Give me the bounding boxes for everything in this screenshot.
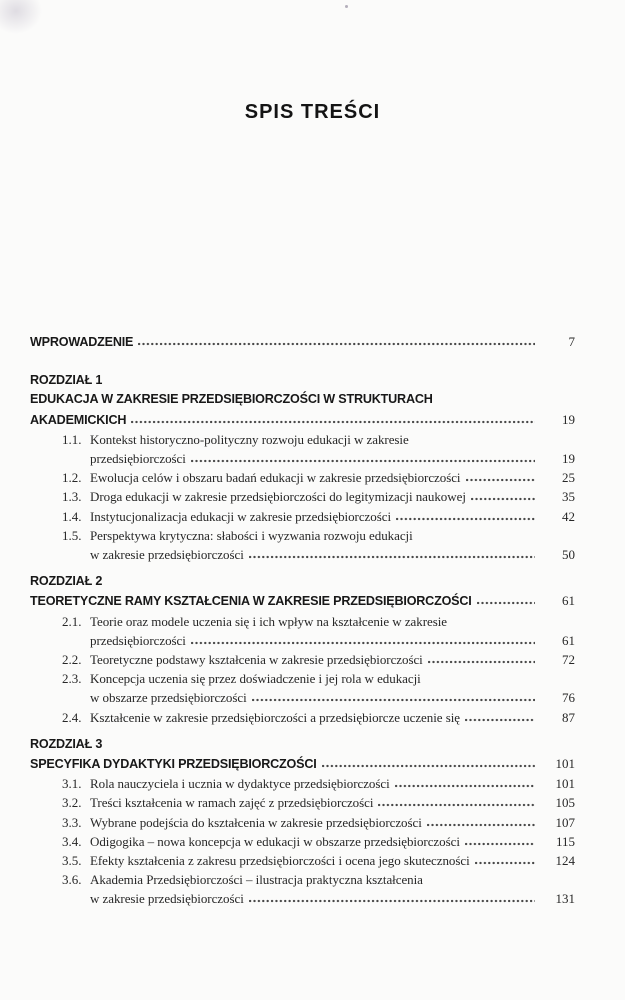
entry-text: Odigogika – nowa koncepcja w edukacji w obszarze przedsiębiorczości [90, 833, 460, 849]
dotted-leader [466, 471, 536, 482]
entry-number: 1.1. [62, 431, 82, 447]
dotted-leader [249, 892, 535, 903]
entry-text: Treści kształcenia w ramach zajęć z przedsiębiorczości [90, 795, 374, 811]
toc-intro-row [30, 332, 575, 352]
dotted-leader [378, 796, 535, 807]
chapter-title-line: EDUKACJA W ZAKRESIE PRZEDSIĘBIORCZOŚCI W STRUKTURACH [30, 392, 433, 407]
toc-section [30, 371, 575, 564]
entry-number: 3.2. [62, 795, 82, 811]
entry-number: 3.1. [62, 776, 82, 792]
entry-text: Akademia Przedsiębiorczości – ilustracja praktyczna kształcenia [90, 872, 423, 888]
dotted-leader [465, 711, 535, 722]
entry-text: w obszarze przedsiębiorczości [90, 690, 247, 706]
toc-entry-row [62, 708, 575, 727]
entry-number: 2.2. [62, 652, 82, 668]
page-number: 105 [555, 795, 575, 811]
page-number: 7 [568, 334, 575, 349]
page-number: 107 [555, 814, 575, 830]
page-number: 76 [562, 690, 575, 706]
page-number: 42 [562, 508, 575, 524]
dotted-leader [191, 634, 535, 645]
dotted-leader [465, 835, 535, 846]
chapter-title-row [30, 591, 575, 611]
dotted-leader [471, 490, 535, 501]
page-number: 35 [562, 489, 575, 505]
entry-text: Efekty kształcenia z zakresu przedsiębiorczości i ocena jego skuteczności [90, 853, 470, 869]
toc-entry-row [62, 832, 575, 851]
toc-entry-row [62, 612, 575, 631]
toc-entry-row [62, 507, 575, 526]
chapter-number-row [30, 572, 575, 591]
page-number: 19 [562, 411, 575, 427]
dotted-leader [396, 510, 535, 521]
toc-entry-row [62, 449, 575, 468]
entry-number: 2.3. [62, 671, 82, 687]
toc-entry-row [62, 487, 575, 506]
entry-text: przedsiębiorczości [90, 451, 186, 467]
chapter-title-line: TEORETYCZNE RAMY KSZTAŁCENIA W ZAKRESIE PRZEDSIĘBIORCZOŚCI [30, 594, 472, 609]
intro-label: WPROWADZENIE [30, 335, 134, 349]
page-number: 50 [562, 547, 575, 563]
page-number: 101 [555, 756, 575, 772]
dotted-leader [131, 413, 535, 424]
page-title: SPIS TREŚCI [244, 101, 381, 123]
chapter-number: ROZDZIAŁ 1 [30, 373, 103, 388]
page-number: 72 [562, 652, 575, 668]
toc-entry-row [62, 545, 575, 564]
entry-number: 3.4. [62, 833, 82, 849]
entry-text: Ewolucja celów i obszaru badań edukacji w zakresie przedsiębiorczości [90, 470, 461, 486]
page-number: 131 [555, 891, 575, 907]
entry-text: Droga edukacji w zakresie przedsiębiorczości do legitymizacji naukowej [90, 489, 466, 505]
entry-text: Perspektywa krytyczna: słabości i wyzwania rozwoju edukacji [90, 527, 413, 543]
chapter-number-row [30, 371, 575, 390]
entry-number: 1.5. [62, 527, 82, 543]
entry-number: 1.4. [62, 508, 82, 524]
entry-number: 2.4. [62, 709, 82, 725]
chapter-number: ROZDZIAŁ 2 [30, 574, 103, 589]
chapter-title-row [30, 754, 575, 774]
dotted-leader [138, 335, 535, 346]
dotted-leader [427, 816, 535, 827]
entry-text: Koncepcja uczenia się przez doświadczenie i jej rola w edukacji [90, 671, 421, 687]
entry-number: 3.6. [62, 872, 82, 888]
entry-text: Teoretyczne podstawy kształcenia w zakresie przedsiębiorczości [90, 652, 423, 668]
page-number: 101 [555, 776, 575, 792]
entry-text: przedsiębiorczości [90, 632, 186, 648]
dotted-leader [249, 548, 535, 559]
dotted-leader [477, 594, 535, 605]
entry-text: Rola nauczyciela i ucznia w dydaktyce przedsiębiorczości [90, 776, 390, 792]
toc-section [30, 572, 575, 727]
page-number: 19 [562, 451, 575, 467]
entry-number: 3.3. [62, 814, 82, 830]
toc-entry-row [62, 631, 575, 650]
toc-entry-row [62, 669, 575, 688]
toc-entry-row [62, 650, 575, 669]
chapter-number-row [30, 735, 575, 754]
entry-text: Teorie oraz modele uczenia się i ich wpływ na kształcenie w zakresie [90, 613, 447, 629]
page-number: 115 [555, 833, 575, 849]
chapter-title-row [30, 410, 575, 430]
entry-number: 2.1. [62, 613, 82, 629]
toc-entry-row [62, 870, 575, 889]
chapter-number: ROZDZIAŁ 3 [30, 736, 103, 751]
page-number: 61 [562, 593, 575, 609]
toc-entry-row [62, 889, 575, 908]
toc-sections [30, 371, 575, 908]
entry-text: Kontekst historyczno-polityczny rozwoju edukacji w zakresie [90, 431, 409, 447]
dotted-leader [395, 777, 535, 788]
page-number: 61 [562, 632, 575, 648]
entry-text: w zakresie przedsiębiorczości [90, 891, 244, 907]
toc-section [30, 735, 575, 909]
toc-entry-row [62, 526, 575, 545]
dotted-leader [252, 691, 535, 702]
entry-text: Kształcenie w zakresie przedsiębiorczości a przedsiębiorcze uczenie się [90, 709, 460, 725]
toc-entry-row [62, 688, 575, 707]
toc-entry-row [62, 468, 575, 487]
page-number: 25 [562, 470, 575, 486]
toc-entry-row [62, 793, 575, 812]
dotted-leader [322, 757, 535, 768]
entry-text: w zakresie przedsiębiorczości [90, 547, 244, 563]
entry-number: 1.3. [62, 489, 82, 505]
dotted-leader [191, 452, 535, 463]
toc-entry-row [62, 813, 575, 832]
entry-number: 3.5. [62, 853, 82, 869]
page-number: 87 [562, 709, 575, 725]
toc-entry-row [62, 430, 575, 449]
chapter-title-line: SPECYFIKA DYDAKTYKI PRZEDSIĘBIORCZOŚCI [30, 757, 317, 772]
entry-text: Instytucjonalizacja edukacji w zakresie przedsiębiorczości [90, 508, 392, 524]
table-of-contents [30, 332, 575, 909]
dotted-leader [428, 653, 535, 664]
chapter-title-line: AKADEMICKICH [30, 412, 127, 427]
scan-speck-artifact [345, 5, 348, 8]
toc-entry-row [62, 774, 575, 793]
entry-number: 1.2. [62, 470, 82, 486]
toc-entry-row [62, 851, 575, 870]
entry-text: Wybrane podejścia do kształcenia w zakresie przedsiębiorczości [90, 814, 422, 830]
chapter-title-row [30, 390, 575, 409]
dotted-leader [475, 854, 535, 865]
page-number: 124 [555, 853, 575, 869]
